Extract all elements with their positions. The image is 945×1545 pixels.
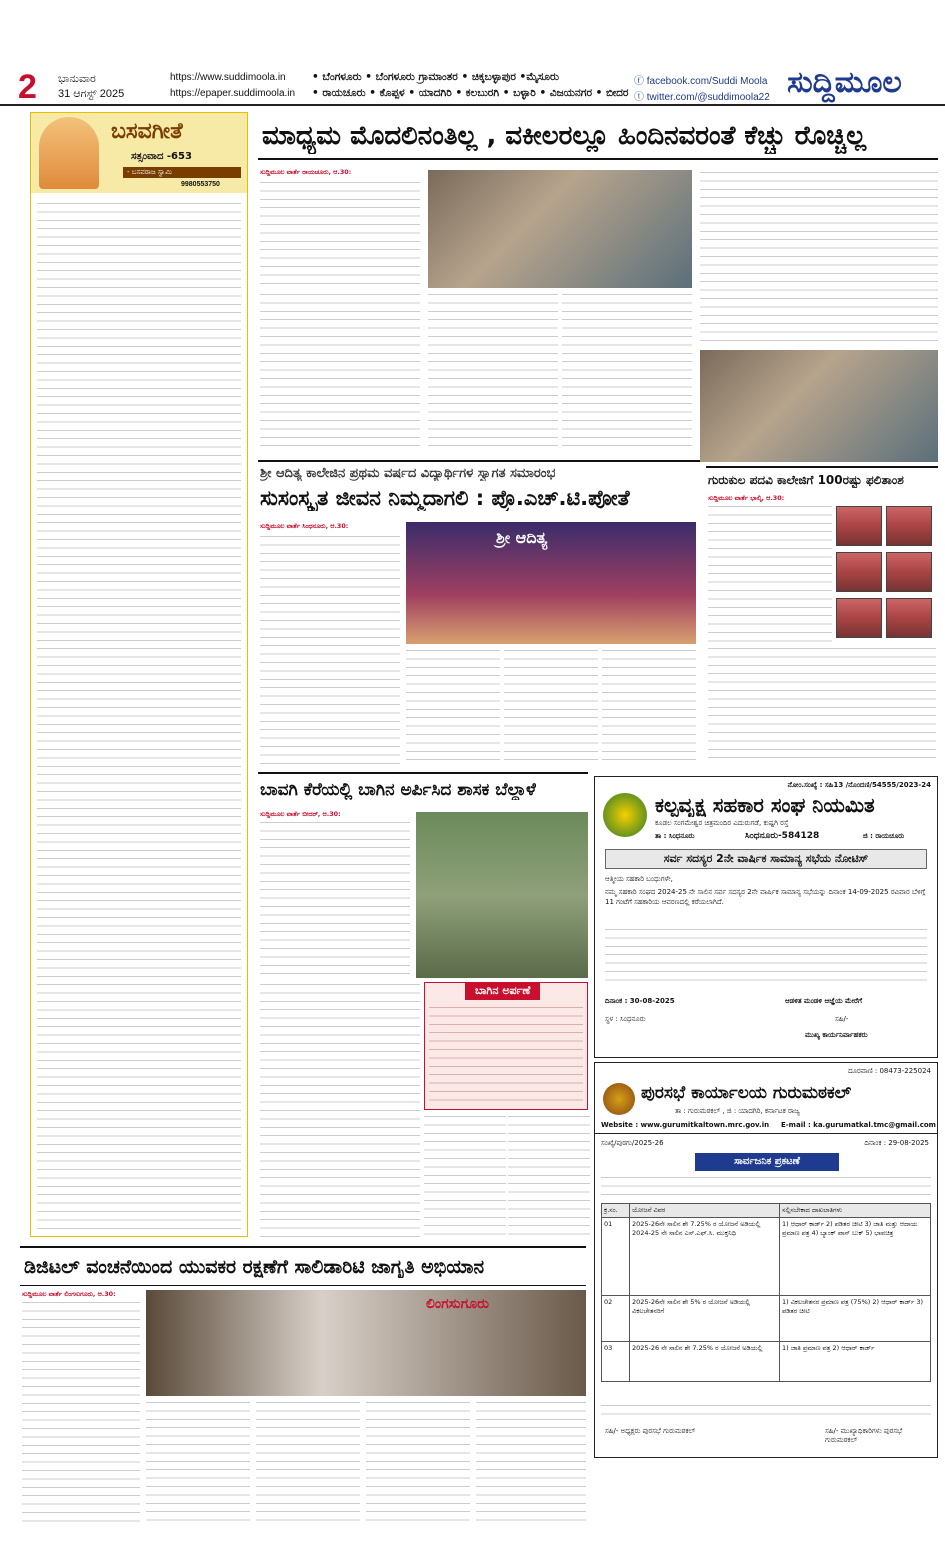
purasabhe-date: ದಿನಾಂಕ : 29-08-2025 <box>864 1139 929 1147</box>
purasabhe-title: ಸಾರ್ವಜನಿಕ ಪ್ರಕಟಣೆ <box>695 1153 839 1171</box>
kalpavruksha-notice-title: ಸರ್ವ ಸದಸ್ಯರ 2ನೇ ವಾರ್ಷಿಕ ಸಾಮಾನ್ಯ ಸಭೆಯ ನೋಟಿಸ್ <box>605 849 927 869</box>
gurukula-dateline: ಸುದ್ದಿಮೂಲ ವಾರ್ತೆ ಭಾಲ್ಕಿ, ಆ.30: <box>708 494 785 502</box>
purasabhe-ref: ಸಂಖ್ಯೆ/ಪುಠಗು/2025-26 <box>601 1139 664 1147</box>
digital-photo <box>146 1290 586 1396</box>
purasabhe-divider <box>595 1133 937 1134</box>
gurukula-col-1 <box>708 504 832 642</box>
gurukula-headline-box <box>706 466 938 490</box>
basava-body-text <box>37 201 241 1231</box>
purasabhe-sign-left: ಸಹಿ/- ಅಧ್ಯಕ್ಷರು ಪುರಸಭೆ ಗುರುಮಠಕಲ್ <box>605 1427 696 1435</box>
table-header-docs: ಸಲ್ಲಿಸಬೇಕಾದ ದಾಖಲಾತಿಗಳು <box>780 1204 931 1218</box>
lead-photo-lawyers <box>700 350 938 462</box>
table-cell-docs: 1) ವಿಕಲಚೇತನರ ಪ್ರಮಾಣ ಪತ್ರ (75%) 2) ಆಧಾರ್ ಕಾರ್ಡ್ 3) ಪಡಿತರ ಚೀಟಿ <box>780 1296 931 1342</box>
table-cell-scheme: 2025-26 ನೇ ಸಾಲಿನ ಶೇ 7.25% ರ ಯೋಜನೆ ಅಡಿಯಲ್ಲಿ <box>630 1342 780 1382</box>
kalpavruksha-notice <box>594 776 938 1058</box>
cities-row-1: • ಬೆಂಗಳೂರು • ಬೆಂಗಳೂರು ಗ್ರಾಮಾಂತರ • ಚಿಕ್ಕಬಳ್ಳಾಪುರ •ಮೈಸೂರು <box>312 71 559 83</box>
kalpavruksha-order: ಆಡಳಿತ ಮಂಡಳಿ ಆಜ್ಞೆಯ ಮೇರೆಗೆ <box>785 997 863 1005</box>
lead-col-1 <box>260 292 420 452</box>
purasabhe-address: ತಾ : ಗುರುಮಠಕಲ್ , ಜಿ : ಯಾದಗಿರಿ, ಕರ್ನಾಟಕ ರಾಜ್ಯ <box>675 1107 800 1115</box>
facebook-link[interactable]: ⓕ facebook.com/Suddi Moola <box>634 76 768 87</box>
issue-date-text: 31 ಆಗಸ್ಟ್ 2025 <box>58 88 125 100</box>
lead-dateline: ಸುದ್ದಿಮೂಲ ವಾರ್ತೆ ರಾಯಚೂರು, ಆ.30: <box>260 168 352 176</box>
digital-banner: ಲಿಂಗಸುಗೂರು <box>426 1296 489 1312</box>
aditya-col-1 <box>260 534 400 764</box>
lead-headline-box <box>258 112 938 160</box>
basava-title: ಬಸವಗೀತೆ <box>111 119 183 144</box>
aditya-headline-box <box>258 460 700 516</box>
bagina-photo <box>416 812 588 978</box>
bagina-dateline: ಸುದ್ದಿಮೂಲ ವಾರ್ತೆ ಬೀದರ್, ಆ.30: <box>260 810 341 818</box>
gurukula-headline: ಗುರುಕುಲ ಪದವಿ ಕಾಲೇಜಿಗೆ 100ರಷ್ಟು ಫಲಿತಾಂಶ <box>708 473 904 487</box>
kalpavruksha-date: ದಿನಾಂಕ : 30-08-2025 <box>605 997 675 1005</box>
newspaper-logo: ಸುದ್ದಿಮೂಲ <box>787 65 902 100</box>
kalpavruksha-taluk: ತಾ : ಸಿಂಧನೂರು <box>655 832 695 840</box>
digital-headline-box <box>20 1246 586 1286</box>
gurukula-col-2 <box>708 646 936 764</box>
purasabhe-table <box>601 1203 931 1382</box>
lead-photo-event <box>428 170 692 288</box>
student-photo-2 <box>886 506 932 546</box>
twitter-link[interactable]: ⓣ twitter.com/@suddimoola22 <box>634 92 770 103</box>
table-row <box>602 1218 931 1296</box>
table-cell-no: 01 <box>602 1218 630 1296</box>
student-photo-4 <box>886 552 932 592</box>
lead-col-2 <box>428 292 558 452</box>
basava-subtitle: ಸತ್ಸಂವಾದ -653 <box>131 151 192 162</box>
lead-col-1-top <box>260 180 420 290</box>
bagina-headline: ಬಾವಗಿ ಕೆರೆಯಲ್ಲಿ ಬಾಗಿನ ಅರ್ಪಿಸಿದ ಶಾಸಕ ಬೆಲ್ದಾಳೆ <box>260 780 536 800</box>
basava-portrait <box>39 117 99 189</box>
bagina-col-3 <box>424 1114 506 1237</box>
website-link[interactable]: https://www.suddimoola.in <box>170 72 286 83</box>
basava-header <box>31 113 247 193</box>
bagina-col-2 <box>260 982 420 1237</box>
basava-phone: 9980553750 <box>181 181 220 188</box>
kalpavruksha-sign-title: ಮುಖ್ಯ ಕಾರ್ಯನಿರ್ವಾಹಕರು <box>805 1031 868 1039</box>
student-photo-5 <box>836 598 882 638</box>
aditya-banner: ಶ್ರೀ ಆದಿತ್ಯ <box>496 528 548 547</box>
purasabhe-intro <box>601 1175 931 1199</box>
purasabhe-phone: ದೂರವಾಣಿ : 08473-225024 <box>848 1067 931 1075</box>
aditya-photo <box>406 522 696 644</box>
table-cell-no: 03 <box>602 1342 630 1382</box>
aditya-dateline: ಸುದ್ದಿಮೂಲ ವಾರ್ತೆ ಸಿಂಧನೂರು, ಆ.30: <box>260 522 349 530</box>
bagina-col-1 <box>260 820 410 978</box>
kalpavruksha-name: ಕಲ್ಪವೃಕ್ಷ ಸಹಕಾರ ಸಂಘ ನಿಯಮಿತ <box>655 793 875 817</box>
purasabhe-website[interactable]: Website : www.gurumitkaltown.mrc.gov.in <box>601 1121 770 1129</box>
table-row <box>602 1342 931 1382</box>
kalpavruksha-sign: ಸಹಿ/- <box>835 1015 849 1023</box>
kalpavruksha-reg: ನೋಂ.ಸಂಖ್ಯೆ : ಸಹಿ13 /ನೊಂದಣಿ/54555/2023-24 <box>787 781 931 789</box>
kalpavruksha-district: ಜಿ : ರಾಯಚೂರು <box>863 832 905 840</box>
purasabhe-name: ಪುರಸಭೆ ಕಾರ್ಯಾಲಯ ಗುರುಮಠಕಲ್ <box>641 1083 852 1103</box>
karnataka-emblem-icon <box>603 1083 635 1115</box>
issue-date <box>58 72 124 102</box>
basava-author: - ಬಸವರಾಜ ಸ್ವಾಮಿ <box>123 167 241 178</box>
digital-col-1 <box>22 1300 140 1525</box>
table-cell-docs: 1) ಜಾತಿ ಪ್ರಮಾಣ ಪತ್ರ 2) ಆಧಾರ್ ಕಾರ್ಡ್ <box>780 1342 931 1382</box>
digital-headline: ಡಿಜಿಟಲ್ ವಂಚನೆಯಿಂದ ಯುವಕರ ರಕ್ಷಣೆಗೆ ಸಾಲಿಡಾರಿಟಿ ಜಾಗೃತಿ ಅಭಿಯಾನ <box>24 1256 485 1278</box>
lead-headline: ಮಾಧ್ಯಮ ಮೊದಲಿನಂತಿಲ್ಲ , ವಕೀಲರಲ್ಲೂ ಹಿಂದಿನವರಂತೆ ಕೆಚ್ಚು ರೊಚ್ಚಿಲ್ಲ <box>262 121 867 151</box>
table-header-scheme: ಯೋಜನೆ ವಿವರ <box>630 1204 780 1218</box>
aditya-headline: ಸುಸಂಸ್ಕೃತ ಜೀವನ ನಿಮ್ಮದಾಗಲಿ : ಪ್ರೊ.ಎಚ್.ಟಿ.ಪೋತೆ <box>260 486 630 510</box>
lead-col-4 <box>700 170 938 346</box>
digital-col-5 <box>476 1400 586 1525</box>
table-cell-no: 02 <box>602 1296 630 1342</box>
basava-geethe-column <box>30 112 248 1237</box>
table-header-no: ಕ್ರ.ಸಂ. <box>602 1204 630 1218</box>
purasabhe-footer-text <box>601 1403 931 1421</box>
digital-col-4 <box>366 1400 470 1525</box>
purasabhe-email[interactable]: E-mail : ka.gurumatkal.tmc@gmail.com <box>781 1121 936 1129</box>
aditya-col-4 <box>602 648 696 764</box>
masthead <box>0 0 945 106</box>
student-photo-6 <box>886 598 932 638</box>
bagina-headline-box <box>258 772 588 806</box>
kalpavruksha-pin: ಸಿಂಧನೂರು-584128 <box>745 831 820 841</box>
digital-col-2 <box>146 1400 250 1525</box>
table-cell-docs: 1) ಆಧಾರ್ ಕಾರ್ಡ್ 2) ಪಡಿತರ ಚೀಟಿ 3) ಜಾತಿ ಮತ್ತು ಆದಾಯ ಪ್ರಮಾಣ ಪತ್ರ 4) ಬ್ಯಾಂಕ್ ಪಾಸ್ ಬುಕ್ 5) ಭಾವಚಿತ್ರ <box>780 1218 931 1296</box>
student-photo-3 <box>836 552 882 592</box>
epaper-link[interactable]: https://epaper.suddimoola.in <box>170 88 296 99</box>
table-row <box>602 1296 931 1342</box>
digital-col-3 <box>256 1400 360 1525</box>
issue-day: ಭಾನುವಾರ <box>58 73 96 85</box>
bagina-col-4 <box>508 1114 590 1237</box>
kalpavruksha-address: ಕೂಡಲ ಸಂಗಮೇಶ್ವರ ಚಿತ್ರಮಂದಿರ ಎದುರುಗಡೆ, ಕುಷ್ಟಗಿ ರಸ್ತೆ <box>655 819 789 827</box>
purasabhe-sign-right: ಸಹಿ/- ಮುಖ್ಯಾಧಿಕಾರಿಗಳು ಪುರಸಭೆ ಗುರುಮಠಕಲ್ <box>825 1427 903 1444</box>
cities-row-2: • ರಾಯಚೂರು • ಕೊಪ್ಪಳ • ಯಾದಗಿರಿ • ಕಲಬುರಗಿ • ಬಳ್ಳಾರಿ • ವಿಜಯನಗರ • ಬೀದರ <box>312 87 629 99</box>
table-cell-scheme: 2025-26ನೇ ಸಾಲಿನ ಶೇ 5% ರ ಯೋಜನೆ ಅಡಿಯಲ್ಲಿ ವಿಕಲಚೇತನರಿಗೆ <box>630 1296 780 1342</box>
aditya-kicker: ಶ್ರೀ ಆದಿತ್ಯ ಕಾಲೇಜಿನ ಪ್ರಥಮ ವರ್ಷದ ವಿದ್ಯಾರ್ಥಿಗಳ ಸ್ವಾಗತ ಸಮಾರಂಭ <box>260 466 556 481</box>
aditya-col-3 <box>504 648 598 764</box>
table-cell-scheme: 2025-26ನೇ ಸಾಲಿನ ಶೇ 7.25% ರ ಯೋಜನೆ ಅಡಿಯಲ್ಲಿ 2024-25 ನೇ ಸಾಲಿನ ಎಸ್.ಎಫ್.ಸಿ. ಮುಕ್ತನಿಧಿ <box>630 1218 780 1296</box>
kalpavruksha-greeting: ಆತ್ಮೀಯ ಸಹಕಾರಿ ಬಂಧುಗಳೇ, <box>605 875 673 883</box>
kalpavruksha-body: ನಮ್ಮ ಸಹಕಾರಿ ಸಂಘದ 2024-25 ನೇ ಸಾಲಿನ ಸರ್ವ ಸದಸ್ಯರ 2ನೇ ವಾರ್ಷಿಕ ಸಾಮಾನ್ಯ ಸಭೆಯನ್ನು ದಿನಾಂಕ 14-09-2025 ರವಿವಾರ ಬೆಳಿಗ್ಗೆ 11 ಗಂಟೆಗೆ ಸಹಕಾರಿಯ ಆವರಣದಲ್ಲಿ ಕರೆಯಲಾಗಿದೆ. <box>605 888 926 906</box>
purasabhe-notice <box>594 1062 938 1458</box>
twitter-icon: ⓣ <box>634 92 647 103</box>
bagina-arpane-box <box>424 982 588 1110</box>
lead-col-3 <box>562 292 692 452</box>
kalpavruksha-logo <box>603 793 647 837</box>
facebook-icon: ⓕ <box>634 76 647 87</box>
bagina-arpane-title: ಬಾಗಿನ ಅರ್ಪಣೆ <box>465 982 540 1000</box>
kalpavruksha-body-2 <box>605 927 927 987</box>
kalpavruksha-place: ಸ್ಥಳ : ಸಿಂಧನೂರು <box>605 1015 646 1023</box>
digital-dateline: ಸುದ್ದಿಮೂಲ ವಾರ್ತೆ ಲಿಂಗಸುಗೂರು, ಆ.30: <box>22 1290 116 1298</box>
bagina-arpane-text <box>429 1005 583 1105</box>
student-photo-1 <box>836 506 882 546</box>
aditya-col-2 <box>406 648 500 764</box>
page-number: 2 <box>18 68 37 106</box>
